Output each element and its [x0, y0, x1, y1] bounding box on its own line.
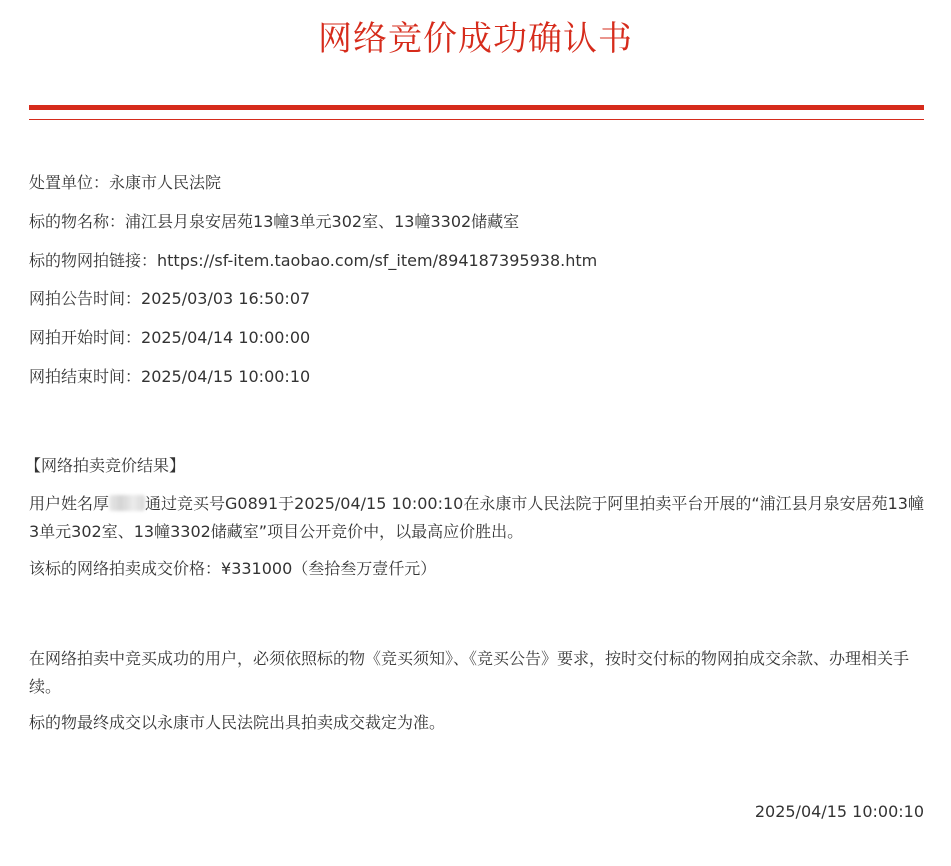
user-name-label: 用户姓名 — [29, 494, 94, 513]
header-divider-thick — [29, 105, 924, 110]
result-heading: 【网络拍卖竞价结果】 — [25, 456, 186, 475]
disposal-unit-row — [29, 171, 924, 195]
header-divider-thin — [29, 119, 924, 120]
price-label: 该标的网络拍卖成交价格： — [29, 559, 222, 578]
auction-link-row — [29, 249, 924, 273]
page-title: 网络竞价成功确认书 — [318, 19, 633, 59]
blurred-user-name — [109, 495, 145, 511]
start-time-label: 网拍开始时间： — [29, 328, 142, 347]
result-statement-text: 通过竞买号G0891于2025/04/15 10:00:10在永康市人民法院于阿里拍卖平台开展的“浦江县月泉安居苑13幢3单元302室、13幢3302储藏室”项目公开竞价中，以最高应价胜出。 — [29, 494, 924, 541]
announce-time-label: 网拍公告时间： — [29, 289, 142, 308]
object-name-value: 浦江县月泉安居苑13幢3单元302室、13幢3302储藏室 — [125, 212, 520, 231]
end-time-label: 网拍结束时间： — [29, 367, 142, 386]
auction-link-label: 标的物网拍链接： — [29, 251, 158, 270]
price-value: ¥331000（叁拾叁万壹仟元） — [221, 559, 437, 578]
start-time-value: 2025/04/14 10:00:00 — [141, 328, 311, 347]
auction-link-value: https://sf-item.taobao.com/sf_item/894187395938.htm — [157, 251, 598, 270]
result-statement — [29, 490, 924, 546]
notice-paragraph-2: 标的物最终成交以永康市人民法院出具拍卖成交裁定为准。 — [29, 713, 446, 732]
announce-time-row — [29, 287, 924, 311]
end-time-row — [29, 365, 924, 389]
disposal-unit-value: 永康市人民法院 — [109, 173, 222, 192]
start-time-row — [29, 326, 924, 350]
issue-date: 2025/04/15 10:00:10 — [754, 802, 924, 821]
price-row — [29, 557, 924, 581]
disposal-unit-label: 处置单位： — [29, 173, 110, 192]
object-name-row — [29, 210, 924, 234]
announce-time-value: 2025/03/03 16:50:07 — [141, 289, 311, 308]
notice-paragraph-1: 在网络拍卖中竞买成功的用户，必须依照标的物《竞买须知》、《竞买公告》要求，按时交付标的物网拍成交余款、办理相关手续。 — [29, 649, 910, 696]
user-name-visible-fragment: 厚 — [93, 494, 110, 513]
object-name-label: 标的物名称： — [29, 212, 126, 231]
end-time-value: 2025/04/15 10:00:10 — [141, 367, 311, 386]
